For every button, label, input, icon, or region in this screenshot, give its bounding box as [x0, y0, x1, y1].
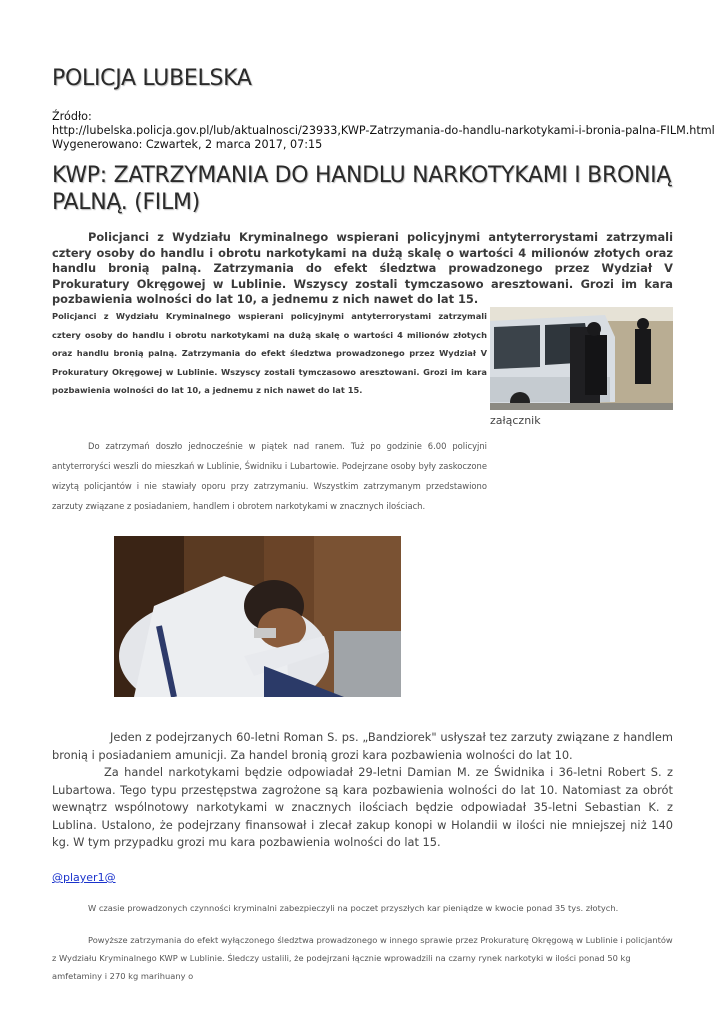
source-meta — [52, 110, 715, 152]
source-label: Źródło: — [52, 110, 92, 123]
article-paragraph-3: Za handel narkotykami będzie odpowiadał 29-letni Damian M. ze Świdnika i 36-letni Robert S. z Lubartowa. Tego typu przestępstwa zagrożone są kara pozbawienia wolności do lat 10. Natomiast za obrót wewnątrz wspólnotowy narkotykami w znacznych ilościach będzie odpowiadał 35-letni Sebastian K. z Lublina. Ustalono, że podejrzany finansował i zlecał zakup konopi w Holandii w ilości nie mniejszej niż 140 kg. W tym przypadku grozi mu kara pozbawienia wolności do lat 15. — [52, 765, 673, 849]
article-paragraph-2-3 — [52, 729, 673, 852]
article-paragraph-4: W czasie prowadzonych czynności kryminalni zabezpieczyli na poczet przyszłych kar pieniądze w kwocie ponad 35 tys. złotych. — [88, 903, 619, 913]
attachment-caption: załącznik — [490, 414, 541, 427]
article-paragraph-1: Do zatrzymań doszło jednocześnie w piątek nad ranem. Tuż po godzinie 6.00 policyjni antyterroryści weszli do mieszkań w Lublinie, Świdniku i Lubartowie. Podejrzane osoby były zaskoczone wizytą policjantów i nie stawiały oporu przy zatrzymaniu. Wszystkim zatrzymanym przedstawiono zarzuty związane z posiadaniem, handlem i obrotem narkotykami w znacznych ilościach. — [52, 441, 487, 511]
police-van-photo[interactable] — [490, 307, 673, 410]
article-paragraph-2: Jeden z podejrzanych 60-letni Roman S. ps. „Bandziorek" usłyszał tez zarzuty związane z handlem bronią i posiadaniem amunicji. Za handel bronią grozi kara pozbawienia wolności do lat 10. — [52, 730, 673, 762]
article-headline: KWP: ZATRZYMANIA DO HANDLU NARKOTYKAMI I BRONIĄ PALNĄ. (FILM) — [52, 163, 672, 215]
generated-date: Wygenerowano: Czwartek, 2 marca 2017, 07:15 — [52, 138, 323, 151]
article-lead: Policjanci z Wydziału Kryminalnego wspierani policyjnymi antyterrorystami zatrzymali cztery osoby do handlu i obrotu narkotykami na dużą skalę o wartości 4 milionów złotych oraz handlu bronią palną. Zatrzymania do efekt śledztwa prowadzonego przez Wydział V Prokuratury Okręgowej w Lublinie. Wszyscy zostali tymczasowo aresztowani. Grozi im kara pozbawienia wolności do lat 10, a jednemu z nich nawet do lat 15. — [52, 230, 673, 306]
detainee-photo[interactable] — [114, 536, 401, 697]
player-link[interactable]: @player1@ — [52, 871, 116, 884]
source-url[interactable]: http://lubelska.policja.gov.pl/lub/aktualnosci/23933,KWP-Zatrzymania-do-handlu-narkotykami-i-bronia-palna-FILM.html — [52, 124, 715, 137]
article-paragraph-5: Powyższe zatrzymania do efekt wyłączonego śledztwa prowadzonego w innego sprawie przez Prokuraturę Okręgową w Lublinie i policjantów z Wydziału Kryminalnego KWP w Lublinie. Śledczy ustalili, że podejrzani łącznie wprowadzili na czarny rynek narkotyki w ilości ponad 50 kg amfetaminy i 270 kg marihuany o — [52, 935, 673, 981]
site-title: POLICJA LUBELSKA — [52, 66, 252, 91]
article-lead-repeat: Policjanci z Wydziału Kryminalnego wspierani policyjnymi antyterrorystami zatrzymali cztery osoby do handlu i obrotu narkotykami na dużą skalę o wartości 4 milionów złotych oraz handlu bronią palną. Zatrzymania do efekt śledztwa prowadzonego przez Wydział V Prokuratury Okręgowej w Lublinie. Wszyscy zostali tymczasowo aresztowani. Grozi im kara pozbawienia wolności do lat 10, a jednemu z nich nawet do lat 15. — [52, 311, 487, 395]
